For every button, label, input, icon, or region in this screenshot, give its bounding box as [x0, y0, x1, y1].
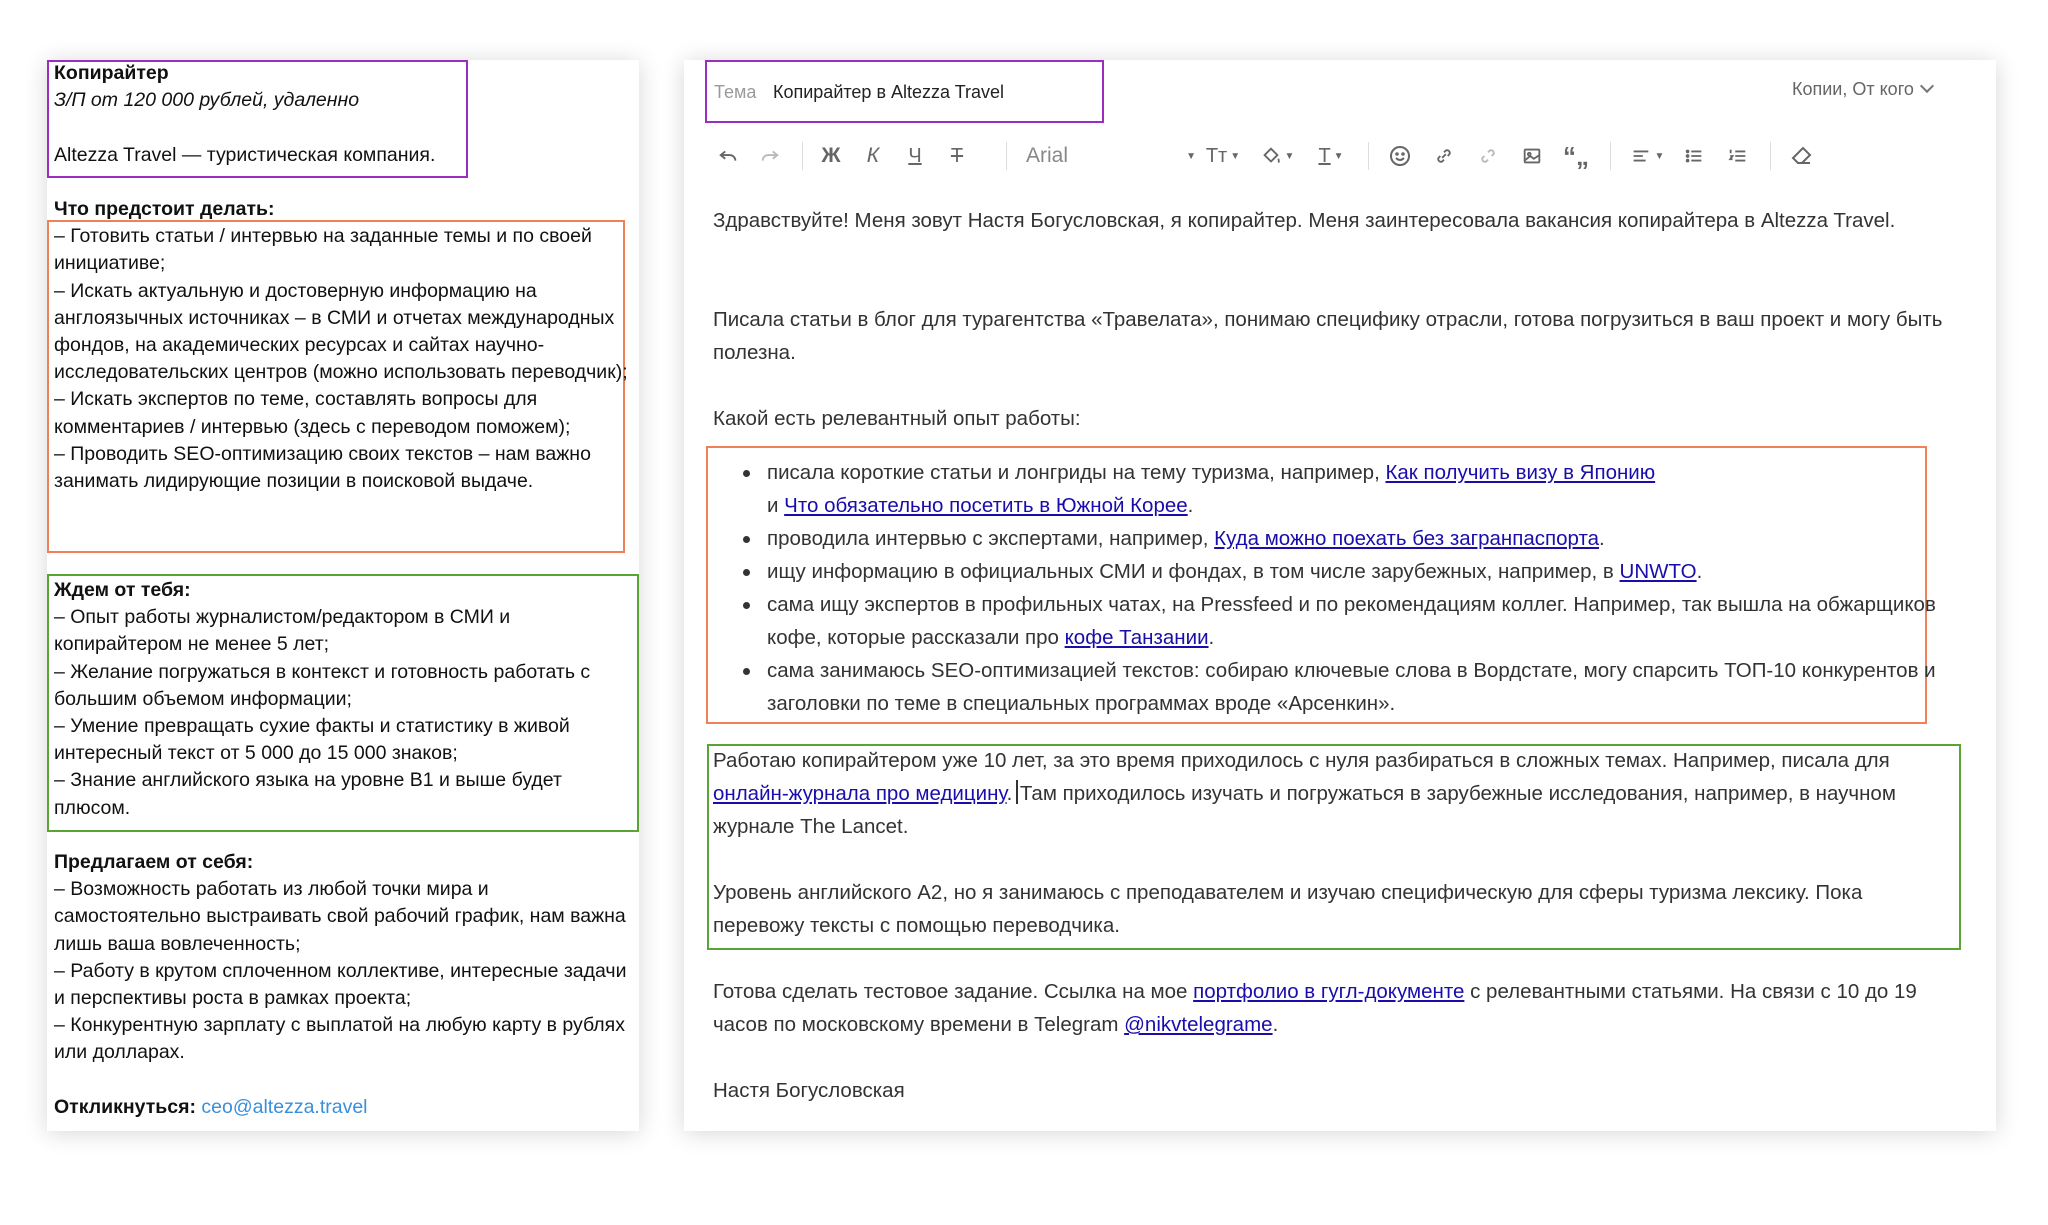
signature: Настя Богусловская [713, 1079, 905, 1102]
redo-icon[interactable] [752, 138, 788, 174]
font-size-icon[interactable]: Tт ▼ [1205, 144, 1241, 167]
emoji-icon[interactable] [1382, 138, 1418, 174]
vacancy-duties [54, 196, 634, 495]
requirements-heading: Ждем от тебя: [54, 579, 191, 601]
offer-item: – Работу в крутом сплоченном коллективе, интересные задачи и перспективы роста в рамках проекта; [54, 959, 627, 1010]
link-visa-japan[interactable]: Как получить визу в Японию [1385, 461, 1656, 484]
list-item: писала короткие статьи и лонгриды на тему туризма, например, Как получить визу в Японию и Что обязательно посетить в Южной Корее. [767, 456, 1987, 522]
requirement-item: – Знание английского языка на уровне B1 и выше будет плюсом. [54, 769, 562, 819]
offer-heading: Предлагаем от себя: [54, 851, 254, 873]
duties-heading: Что предстоит делать: [54, 198, 275, 220]
vacancy-header [54, 60, 454, 169]
italic-icon[interactable]: К [866, 144, 880, 167]
english-level: Уровень английского А2, но я занимаюсь с преподавателем и изучаю специфическую для сферы туризма лексику. Пока перевожу тексты с помощью переводчика. [713, 881, 1863, 937]
toolbar-separator [1006, 142, 1007, 170]
copies-from-toggle[interactable] [1792, 79, 1932, 100]
eraser-icon[interactable] [1784, 138, 1820, 174]
bold-icon[interactable]: Ж [821, 144, 841, 167]
requirement-item: – Опыт работы журналистом/редактором в СМИ и копирайтером не менее 5 лет; [54, 606, 511, 656]
respond-label: Откликнуться: [54, 1095, 196, 1118]
bullet-list-icon[interactable] [1676, 138, 1712, 174]
email-greeting: Здравствуйте! Меня зовут Настя Богусловская, я копирайтер. Меня заинтересовала вакансия копирайтера в Altezza Travel. [713, 209, 1896, 232]
fill-color-icon[interactable]: ▼ [1254, 138, 1300, 174]
link-portfolio[interactable]: портфолио в гугл-документе [1193, 980, 1465, 1003]
subject-input[interactable]: Копирайтер в Altezza Travel [773, 82, 1005, 102]
email-intro: Писала статьи в блог для турагентства «Травелата», понимаю специфику отрасли, готова погрузиться в ваш проект и могу быть полезна. [713, 308, 1943, 364]
text-color-icon[interactable]: T ▼ [1318, 144, 1344, 167]
offer-item: – Возможность работать из любой точки мира и самостоятельно выстраивать свой рабочий график, нам важна лишь ваша вовлеченность; [54, 878, 626, 955]
link-south-korea[interactable]: Что обязательно посетить в Южной Корее [784, 494, 1188, 517]
link-telegram[interactable]: @nikvtelegrame [1124, 1013, 1273, 1036]
subject-label: Тема [714, 82, 757, 102]
duty-item: – Проводить SEO-оптимизацию своих текстов – нам важно занимать лидирующие позиции в поисковой выдаче. [54, 442, 591, 493]
image-icon[interactable] [1514, 138, 1550, 174]
underline-icon[interactable]: Ч [908, 144, 922, 167]
vacancy-offer [54, 849, 634, 1121]
toolbar-separator [802, 142, 803, 170]
toolbar-separator [1368, 142, 1369, 170]
requirement-item: – Желание погружаться в контекст и готовность работать с большим объемом информации; [54, 660, 591, 710]
vacancy-requirements [54, 577, 634, 822]
duty-item: – Искать актуальную и достоверную информацию на англоязычных источниках – в СМИ и отчетах международных фондов, на академических ресурсах и сайтах научно-исследовательских центров (можно использовать переводчик); [54, 279, 628, 384]
chevron-down-icon: ▼ [1186, 150, 1196, 162]
link-tanzania-coffee[interactable]: кофе Танзании [1064, 626, 1209, 649]
list-item: сама ищу экспертов в профильных чатах, на Pressfeed и по рекомендациям коллег. Например, так вышла на обжарщиков кофе, которые рассказали про кофе Танзании. [767, 588, 1987, 654]
align-icon[interactable]: ▼ [1624, 138, 1670, 174]
font-family-value: Arial [1026, 144, 1069, 167]
duty-item: – Готовить статьи / интервью на заданные темы и по своей инициативе; [54, 225, 592, 275]
list-item: проводила интервью с экспертами, например, Куда можно поехать без загранпаспорта. [767, 522, 1987, 555]
toolbar-separator [1610, 142, 1611, 170]
experience-list [713, 456, 1987, 720]
unlink-icon[interactable] [1470, 138, 1506, 174]
link-icon[interactable] [1426, 138, 1462, 174]
offer-item: – Конкурентную зарплату с выплатой на любую карту в рублях или долларах. [54, 1014, 625, 1064]
experience-paragraph: Работаю копирайтером уже 10 лет, за это время приходилось с нуля разбираться в сложных темах. Например, писала для онлайн-журнала про медицину. Там приходилось изучать и погружаться в зарубежные исследования, например, в научном журнале The Lancet. [713, 749, 1896, 838]
quote-icon[interactable]: “„ [1563, 140, 1589, 171]
formatting-toolbar [710, 138, 1970, 174]
link-no-passport[interactable]: Куда можно поехать без загранпаспорта [1214, 527, 1600, 550]
link-medicine-journal[interactable]: онлайн-журнала про медицину [713, 782, 1007, 805]
experience-heading: Какой есть релевантный опыт работы: [713, 407, 1081, 430]
numbered-list-icon[interactable] [1720, 138, 1756, 174]
chevron-down-icon [1920, 79, 1934, 93]
respond-email-link[interactable]: ceo@altezza.travel [201, 1095, 368, 1118]
list-item: ищу информацию в официальных СМИ и фондах, в том числе зарубежных, например, в UNWTO. [767, 555, 1987, 588]
font-family-select[interactable] [1026, 138, 1196, 174]
strikethrough-icon[interactable]: T [950, 144, 964, 167]
closing-paragraph: Готова сделать тестовое задание. Ссылка на мое портфолио в гугл-документе с релевантными статьями. На связи с 10 до 19 часов по московскому времени в Telegram @nikvtelegrame. [713, 980, 1917, 1036]
vacancy-company: Altezza Travel — туристическая компания. [54, 143, 436, 166]
requirement-item: – Умение превращать сухие факты и статистику в живой интересный текст от 5 000 до 15 000 знаков; [54, 715, 570, 765]
list-item: сама занимаюсь SEO-оптимизацией текстов: собираю ключевые слова в Вордстате, могу спарсить ТОП-10 конкурентов и заголовки по теме в специальных программах вроде «Арсенкин». [767, 654, 1987, 720]
text-cursor [1016, 780, 1018, 804]
toolbar-separator [1770, 142, 1771, 170]
copies-from-label: Копии, От кого [1792, 79, 1914, 99]
vacancy-title: Копирайтер [54, 62, 169, 84]
duty-item: – Искать экспертов по теме, составлять вопросы для комментариев / интервью (здесь с переводом поможем); [54, 388, 571, 438]
link-unwto[interactable]: UNWTO [1619, 560, 1697, 583]
vacancy-salary: З/П от 120 000 рублей, удаленно [54, 89, 360, 112]
undo-icon[interactable] [710, 138, 746, 174]
